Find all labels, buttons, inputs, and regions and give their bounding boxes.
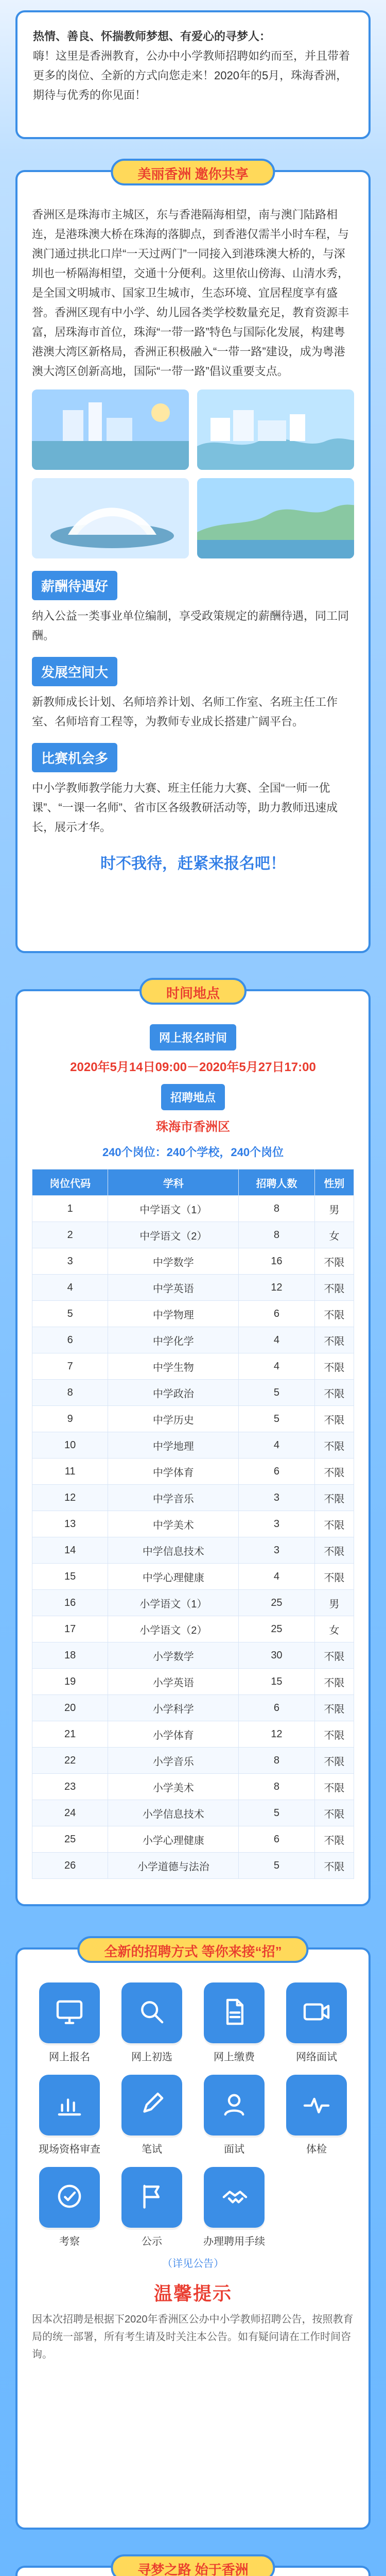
table-row <box>32 1222 354 1248</box>
table-cell: 4 <box>239 1432 314 1459</box>
process-step-icon-box <box>121 2075 182 2136</box>
process-step-label: 网上报名 <box>49 2052 90 2063</box>
table-row <box>32 1327 354 1353</box>
table-cell: 21 <box>32 1721 108 1748</box>
table-row <box>32 1196 354 1222</box>
process-step-label: 笔试 <box>142 2144 162 2155</box>
table-row <box>32 1275 354 1301</box>
process-step-icon-box <box>286 1982 347 2043</box>
table-cell: 25 <box>239 1590 314 1616</box>
table-cell: 不限 <box>314 1564 354 1590</box>
section-beautiful <box>15 166 371 953</box>
table-cell: 26 <box>32 1853 108 1879</box>
city-image-1 <box>32 389 189 470</box>
process-step-label: 网上缴费 <box>214 2052 255 2063</box>
section-tag-time: 时间地点 <box>139 978 247 1005</box>
check-icon <box>51 2178 88 2217</box>
table-cell: 30 <box>239 1642 314 1669</box>
table-row <box>32 1616 354 1642</box>
table-cell: 3 <box>32 1248 108 1275</box>
time-value: 2020年5月14日09:00－2020年5月27日17:00 <box>70 1060 316 1074</box>
table-header: 性别 <box>314 1170 354 1196</box>
search-icon <box>133 1993 170 2033</box>
table-cell: 不限 <box>314 1511 354 1537</box>
table-cell: 5 <box>239 1406 314 1432</box>
table-cell: 小学体育 <box>108 1721 239 1748</box>
table-cell: 不限 <box>314 1485 354 1511</box>
table-cell: 16 <box>239 1248 314 1275</box>
table-row <box>32 1353 354 1380</box>
table-cell: 12 <box>239 1275 314 1301</box>
table-cell: 13 <box>32 1511 108 1537</box>
table-row <box>32 1248 354 1275</box>
table-cell: 4 <box>239 1327 314 1353</box>
table-cell: 8 <box>239 1222 314 1248</box>
table-cell: 不限 <box>314 1695 354 1721</box>
cta-text: 时不我待，赶紧来报名吧！ <box>100 855 286 872</box>
flag-icon <box>133 2178 170 2217</box>
process-note: （详见公告） <box>162 2258 224 2269</box>
table-row <box>32 1826 354 1853</box>
user-icon <box>216 2086 253 2125</box>
table-cell: 男 <box>314 1590 354 1616</box>
text-team: 中小学教师教学能力大赛、班主任能力大赛、全国“一师一优课”、“一课一名师”、省市区各级教研活动等，助力教师迅速成长，展示才华。 <box>32 782 338 834</box>
warm-tip-text: 因本次招聘是根据下2020年香洲区公办中小学教师招聘公告，按照教育局的统一部署，所有考生请及时关注本公告。如有疑问请在工作时间咨询。 <box>32 2314 354 2360</box>
table-cell: 1 <box>32 1196 108 1222</box>
process-step-label: 网络面试 <box>296 2052 337 2063</box>
process-step <box>114 2075 189 2156</box>
quota-summary: 240个岗位：240个学校，240个岗位 <box>102 1146 284 1159</box>
table-cell: 不限 <box>314 1406 354 1432</box>
place-label: 招聘地点 <box>161 1084 225 1110</box>
table-header: 招聘人数 <box>239 1170 314 1196</box>
table-cell: 不限 <box>314 1275 354 1301</box>
table-cell: 中学生物 <box>108 1353 239 1380</box>
table-cell: 8 <box>239 1774 314 1800</box>
table-cell: 6 <box>239 1695 314 1721</box>
table-cell: 7 <box>32 1353 108 1380</box>
table-cell: 中学语文（2） <box>108 1222 239 1248</box>
process-step <box>279 1982 354 2063</box>
time-label: 网上报名时间 <box>150 1024 236 1050</box>
table-cell: 不限 <box>314 1800 354 1826</box>
table-cell: 中学数学 <box>108 1248 239 1275</box>
table-header: 岗位代码 <box>32 1170 108 1196</box>
table-cell: 6 <box>239 1301 314 1327</box>
handshake-icon <box>216 2178 253 2217</box>
table-cell: 小学语文（1） <box>108 1590 239 1616</box>
table-cell: 19 <box>32 1669 108 1695</box>
process-step <box>197 2167 272 2248</box>
table-row <box>32 1564 354 1590</box>
process-step-icon-box <box>39 1982 100 2043</box>
table-cell: 小学数学 <box>108 1642 239 1669</box>
process-step <box>114 1982 189 2063</box>
intro-greeting: 热情、善良、怀揣教师梦想、有爱心的寻梦人： <box>33 30 271 43</box>
table-cell: 不限 <box>314 1774 354 1800</box>
process-step-label: 考察 <box>59 2236 80 2247</box>
table-cell: 小学音乐 <box>108 1748 239 1774</box>
table-cell: 不限 <box>314 1748 354 1774</box>
table-cell: 小学心理健康 <box>108 1826 239 1853</box>
table-cell: 不限 <box>314 1432 354 1459</box>
section-tag-beautiful: 美丽香洲 邀你共享 <box>111 159 275 185</box>
table-cell: 小学信息技术 <box>108 1800 239 1826</box>
table-cell: 5 <box>32 1301 108 1327</box>
table-cell: 11 <box>32 1459 108 1485</box>
pulse-icon <box>298 2086 335 2125</box>
table-cell: 4 <box>239 1353 314 1380</box>
table-cell: 18 <box>32 1642 108 1669</box>
table-cell: 8 <box>32 1380 108 1406</box>
table-header: 学科 <box>108 1170 239 1196</box>
text-growth: 新教师成长计划、名师培养计划、名师工作室、名班主任工作室、名师培育工程等，为教师专业成长搭建广阔平台。 <box>32 696 338 728</box>
city-image-3 <box>32 478 189 558</box>
table-cell: 中学物理 <box>108 1301 239 1327</box>
process-step-icon-box <box>39 2075 100 2136</box>
process-step-label: 公示 <box>142 2236 162 2247</box>
intro-card <box>15 10 371 139</box>
table-cell: 6 <box>239 1826 314 1853</box>
table-row <box>32 1669 354 1695</box>
table-cell: 4 <box>32 1275 108 1301</box>
process-step <box>197 2075 272 2156</box>
table-cell: 4 <box>239 1564 314 1590</box>
table-cell: 中学体育 <box>108 1459 239 1485</box>
pencil-icon <box>133 2086 170 2125</box>
table-row <box>32 1459 354 1485</box>
table-row <box>32 1301 354 1327</box>
table-row <box>32 1432 354 1459</box>
table-row <box>32 1695 354 1721</box>
process-step <box>197 1982 272 2063</box>
process-steps <box>32 1982 354 2248</box>
table-cell: 12 <box>32 1485 108 1511</box>
table-cell: 中学音乐 <box>108 1485 239 1511</box>
table-cell: 20 <box>32 1695 108 1721</box>
table-cell: 3 <box>239 1511 314 1537</box>
table-row <box>32 1590 354 1616</box>
table-cell: 6 <box>32 1327 108 1353</box>
table-cell: 12 <box>239 1721 314 1748</box>
table-cell: 中学地理 <box>108 1432 239 1459</box>
video-icon <box>298 1993 335 2033</box>
text-salary: 纳入公益一类事业单位编制，享受政策规定的薪酬待遇，同工同酬。 <box>32 609 349 642</box>
table-cell: 17 <box>32 1616 108 1642</box>
table-row <box>32 1853 354 1879</box>
table-cell: 不限 <box>314 1853 354 1879</box>
process-step-icon-box <box>204 2167 265 2228</box>
table-cell: 中学美术 <box>108 1511 239 1537</box>
table-cell: 不限 <box>314 1669 354 1695</box>
process-step-icon-box <box>286 2075 347 2136</box>
jobs-table <box>32 1169 354 1879</box>
table-cell: 男 <box>314 1196 354 1222</box>
table-cell: 3 <box>239 1537 314 1564</box>
table-row <box>32 1748 354 1774</box>
table-cell: 16 <box>32 1590 108 1616</box>
table-row <box>32 1380 354 1406</box>
table-cell: 中学历史 <box>108 1406 239 1432</box>
table-cell: 3 <box>239 1485 314 1511</box>
table-cell: 6 <box>239 1459 314 1485</box>
process-step-icon-box <box>204 1982 265 2043</box>
table-cell: 小学美术 <box>108 1774 239 1800</box>
section-tag-process: 全新的招聘方式 等你来接“招” <box>77 1936 308 1963</box>
table-cell: 不限 <box>314 1721 354 1748</box>
table-cell: 10 <box>32 1432 108 1459</box>
city-image-2 <box>197 389 354 470</box>
table-cell: 不限 <box>314 1642 354 1669</box>
table-cell: 女 <box>314 1222 354 1248</box>
table-cell: 女 <box>314 1616 354 1642</box>
table-cell: 小学道德与法治 <box>108 1853 239 1879</box>
section-signup <box>15 2562 371 2576</box>
subtitle-team: 比赛机会多 <box>32 743 117 772</box>
table-row <box>32 1537 354 1564</box>
table-cell: 不限 <box>314 1353 354 1380</box>
process-step-label: 体检 <box>306 2144 327 2155</box>
table-row <box>32 1800 354 1826</box>
subtitle-growth: 发展空间大 <box>32 657 117 686</box>
table-cell: 中学政治 <box>108 1380 239 1406</box>
chart-icon <box>51 2086 88 2125</box>
place-value: 珠海市香洲区 <box>156 1120 230 1134</box>
process-step <box>114 2167 189 2248</box>
table-cell: 中学信息技术 <box>108 1537 239 1564</box>
table-cell: 小学语文（2） <box>108 1616 239 1642</box>
process-step-label: 网上初选 <box>131 2052 172 2063</box>
intro-text: 嗨！这里是香洲教育，公办中小学教师招聘如约而至，并且带着更多的岗位、全新的方式向您走来！2020年的5月，珠海香洲，期待与优秀的你见面！ <box>33 49 350 101</box>
table-cell: 9 <box>32 1406 108 1432</box>
process-step-label: 办理聘用手续 <box>203 2236 265 2247</box>
table-cell: 24 <box>32 1800 108 1826</box>
table-row <box>32 1721 354 1748</box>
section-time-place <box>15 986 371 1906</box>
table-cell: 不限 <box>314 1826 354 1853</box>
process-step-icon-box <box>121 2167 182 2228</box>
table-cell: 23 <box>32 1774 108 1800</box>
process-step-icon-box <box>204 2075 265 2136</box>
process-step-label: 现场资格审查 <box>39 2144 100 2155</box>
table-cell: 25 <box>32 1826 108 1853</box>
table-cell: 不限 <box>314 1459 354 1485</box>
table-row <box>32 1642 354 1669</box>
table-cell: 中学化学 <box>108 1327 239 1353</box>
table-cell: 2 <box>32 1222 108 1248</box>
table-cell: 15 <box>32 1564 108 1590</box>
subtitle-salary: 薪酬待遇好 <box>32 571 117 600</box>
table-row <box>32 1406 354 1432</box>
city-image-4 <box>197 478 354 558</box>
table-cell: 25 <box>239 1616 314 1642</box>
process-step-label: 面试 <box>224 2144 244 2155</box>
table-cell: 5 <box>239 1380 314 1406</box>
table-cell: 小学科学 <box>108 1695 239 1721</box>
process-step-icon-box <box>39 2167 100 2228</box>
warm-tip: 温馨提示 <box>153 2283 232 2304</box>
table-row <box>32 1774 354 1800</box>
process-step <box>279 2075 354 2156</box>
process-step <box>32 1982 107 2063</box>
process-step-icon-box <box>121 1982 182 2043</box>
table-cell: 14 <box>32 1537 108 1564</box>
table-cell: 不限 <box>314 1327 354 1353</box>
table-cell: 8 <box>239 1748 314 1774</box>
table-cell: 22 <box>32 1748 108 1774</box>
table-cell: 小学英语 <box>108 1669 239 1695</box>
monitor-icon <box>51 1993 88 2033</box>
beautiful-text: 香洲区是珠海市主城区，东与香港隔海相望，南与澳门陆路相连，是港珠澳大桥在珠海的落脚点，到香港仅需半小时车程，与澳门通过拱北口岸“一天过两门”一同接入到港珠澳大桥的，与深圳也一桥隔海相望，交通十分便利。这里依山傍海、山清水秀，是全国文明城市、国家卫生城市，生态环境、宜居程度享有盛誉。香洲区现有中小学、幼儿园各类学校数量充足，教育资源丰富，居珠海市首位，珠海“一带一路”特色与国际化发展，构建粤港澳大湾区新格局，香洲正积极融入“一带一路”建设，成为粤港澳大湾区创新高地，国际“一带一路”倡议重要支点。 <box>32 208 349 378</box>
section-tag-signup: 寻梦之路 始于香洲 <box>111 2554 275 2576</box>
table-cell: 5 <box>239 1800 314 1826</box>
table-cell: 不限 <box>314 1248 354 1275</box>
table-row <box>32 1511 354 1537</box>
section-process <box>15 1944 371 2530</box>
table-cell: 中学心理健康 <box>108 1564 239 1590</box>
process-step <box>32 2075 107 2156</box>
table-cell: 15 <box>239 1669 314 1695</box>
process-step <box>32 2167 107 2248</box>
table-cell: 不限 <box>314 1537 354 1564</box>
table-cell: 8 <box>239 1196 314 1222</box>
table-cell: 中学英语 <box>108 1275 239 1301</box>
table-cell: 5 <box>239 1853 314 1879</box>
table-cell: 不限 <box>314 1380 354 1406</box>
table-cell: 中学语文（1） <box>108 1196 239 1222</box>
document-icon <box>216 1993 253 2033</box>
table-cell: 不限 <box>314 1301 354 1327</box>
table-row <box>32 1485 354 1511</box>
